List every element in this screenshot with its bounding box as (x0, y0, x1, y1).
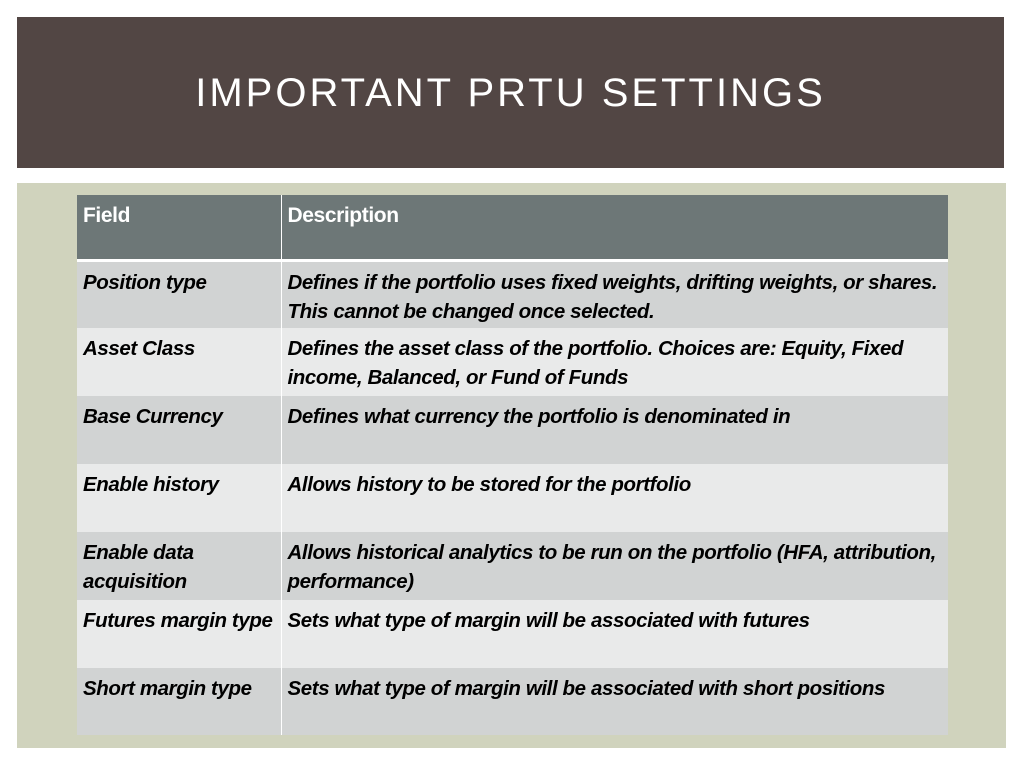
description-cell: Defines if the portfolio uses fixed weights, drifting weights, or shares. This cannot be changed once selected. (281, 260, 948, 328)
field-cell: Enable data acquisition (77, 532, 281, 600)
field-cell: Short margin type (77, 668, 281, 735)
table-row (77, 532, 948, 600)
description-cell: Defines what currency the portfolio is denominated in (281, 396, 948, 464)
column-header-description: Description (281, 195, 948, 260)
table-row (77, 668, 948, 735)
slide-title: IMPORTANT PRTU SETTINGS (195, 71, 826, 115)
content-panel (17, 183, 1006, 748)
description-cell: Allows historical analytics to be run on the portfolio (HFA, attribution, performance) (281, 532, 948, 600)
description-cell: Sets what type of margin will be associated with futures (281, 600, 948, 668)
table-row (77, 600, 948, 668)
settings-table (77, 195, 948, 735)
column-header-field: Field (77, 195, 281, 260)
table-row (77, 464, 948, 532)
field-cell: Futures margin type (77, 600, 281, 668)
title-band (17, 17, 1004, 168)
table-header-row (77, 195, 948, 260)
field-cell: Enable history (77, 464, 281, 532)
field-cell: Asset Class (77, 328, 281, 396)
field-cell: Base Currency (77, 396, 281, 464)
description-cell: Allows history to be stored for the portfolio (281, 464, 948, 532)
table-row (77, 396, 948, 464)
description-cell: Sets what type of margin will be associated with short positions (281, 668, 948, 735)
table-row (77, 328, 948, 396)
field-cell: Position type (77, 260, 281, 328)
description-cell: Defines the asset class of the portfolio. Choices are: Equity, Fixed income, Balanced, or Fund of Funds (281, 328, 948, 396)
table-row (77, 260, 948, 328)
